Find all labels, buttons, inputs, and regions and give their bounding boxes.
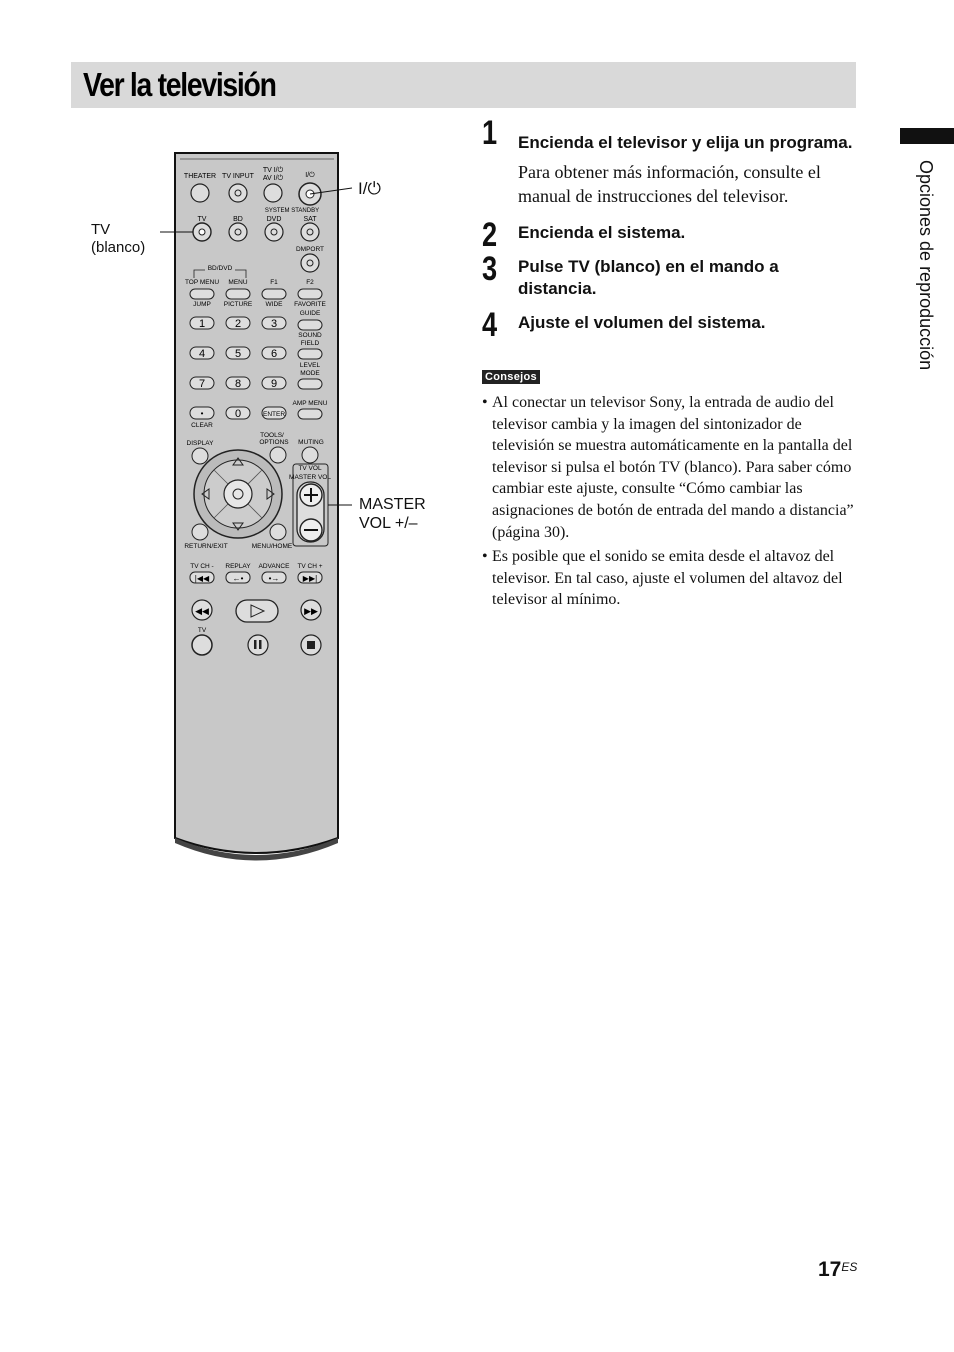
label-wide: WIDE [265,301,283,308]
page-number [818,1258,857,1282]
label-sound: SOUND [298,332,322,339]
label-options: OPTIONS [259,439,289,446]
side-tab-label: Opciones de reproducción [916,160,936,371]
tv-power-small-button[interactable] [192,635,212,655]
label-tv-small: TV [197,627,207,634]
tv-input-button[interactable] [229,184,247,202]
tip-item: • Al conectar un televisor Sony, la entrada de audio del televisor cambia y la imagen del sintonizador de televisión se muestra automáticamente en la pantalla del televisor si pulsa el botón TV (blanco). Para saber cómo cambiar este ajuste, consulte “Cómo cambiar las asignaciones de botón de entrada del mando a distancia” (página 30). [482,392,858,543]
fast-forward-icon: ▶▶ [304,606,318,616]
label-clear: CLEAR [191,422,213,429]
svg-text:7: 7 [198,378,206,390]
label-picture: PICTURE [223,301,253,308]
step-number: 4 [482,306,498,344]
play-button[interactable] [236,600,278,622]
tips-label: Consejos [482,370,540,384]
step-1 [478,114,858,208]
step-body: Para obtener más información, consulte el manual de instrucciones del televisor. [518,162,821,206]
label-dvd: DVD [266,216,282,223]
label-av-power: AV I/⏻ [262,175,284,182]
step-3 [478,250,858,300]
step-number: 1 [482,114,498,152]
sat-button[interactable] [301,223,319,241]
display-button[interactable] [192,448,208,464]
label-bd-dvd: BD/DVD [207,265,233,272]
svg-text:ENTER: ENTER [262,411,286,418]
label-menu-home: MENU/HOME [251,543,293,550]
step-2 [478,216,858,254]
svg-text:2: 2 [234,318,242,330]
step-4 [478,306,858,344]
label-tools: TOOLS/ [260,432,284,439]
label-tv-power: TV I/⏻ [262,167,284,174]
page-number-value: 17 [818,1258,842,1281]
label-sat: SAT [303,216,317,223]
label-bd: BD [233,216,243,223]
level-mode-button[interactable] [298,349,322,359]
menu-button[interactable] [226,289,250,299]
label-display: DISPLAY [186,440,214,447]
amp-menu-button[interactable] [298,409,322,419]
bd-button[interactable] [229,223,247,241]
label-mode: MODE [300,370,320,377]
replay-icon: ←• [232,574,244,583]
label-replay: REPLAY [225,563,251,570]
label-level: LEVEL [299,362,321,369]
label-amp-menu: AMP MENU [292,400,328,407]
label-guide: GUIDE [299,310,321,317]
advance-icon: •→ [268,574,280,583]
svg-text:1: 1 [198,318,206,330]
label-master-vol: MASTER VOL [289,474,331,481]
av-power-button[interactable] [264,184,282,202]
label-muting: MUTING [298,439,324,446]
dvd-button[interactable] [265,223,283,241]
steps [478,114,858,344]
label-theater: THEATER [183,173,217,180]
return-exit-button[interactable] [192,524,208,540]
sound-field-button[interactable] [298,320,322,330]
step-heading: Encienda el televisor y elija un programa. [518,133,853,152]
level-mode-lower-button[interactable] [298,379,322,389]
step-number: 2 [482,216,498,254]
tv-callout-line2: (blanco) [91,239,146,256]
label-f2: F2 [306,279,314,286]
page-number-suffix: ES [841,1260,858,1274]
label-system-standby: SYSTEM STANDBY [264,208,320,214]
select-button[interactable] [224,480,252,508]
label-field: FIELD [300,340,320,347]
tips-list [482,392,858,614]
svg-text:4: 4 [198,348,206,360]
next-icon: ▶▶| [302,574,318,583]
step-heading: Ajuste el volumen del sistema. [518,313,766,332]
f1-button[interactable] [262,289,286,299]
label-top-menu: TOP MENU [184,279,220,286]
master-vol-callout [359,495,426,533]
f2-button[interactable] [298,289,322,299]
svg-text:6: 6 [270,348,278,360]
svg-text:8: 8 [234,378,242,390]
svg-text:3: 3 [270,318,278,330]
label-system-power: I/⏻ [305,172,315,179]
power-callout: I/⏻ [358,179,381,198]
label-menu: MENU [228,279,248,286]
label-tv: TV [197,216,207,223]
label-return-exit: RETURN/EXIT [184,543,228,550]
theater-button[interactable] [191,184,209,202]
pause-icon [254,640,257,649]
tv-callout-line1: TV [91,221,111,238]
tip-item: • Es posible que el sonido se emita desde el altavoz del televisor. En tal caso, ajuste el volumen del altavoz del televisor al mínimo. [482,546,858,611]
tools-options-button[interactable] [270,447,286,463]
muting-button[interactable] [302,447,318,463]
label-dmport: DMPORT [295,246,325,253]
menu-home-button[interactable] [270,524,286,540]
master-vol-line2: VOL +/– [359,515,418,532]
label-advance: ADVANCE [258,563,290,570]
label-tv-ch-plus: TV CH + [297,563,323,570]
label-jump: JUMP [193,301,211,308]
svg-text:9: 9 [270,378,278,390]
svg-text:0: 0 [234,408,242,420]
top-menu-button[interactable] [190,289,214,299]
label-f1: F1 [270,279,278,286]
pause-button[interactable] [248,635,268,655]
label-tv-vol: TV VOL [298,465,322,472]
label-tv-ch-minus: TV CH - [190,563,214,570]
page-title: Ver la televisión [83,66,276,103]
label-favorite: FAVORITE [294,301,326,308]
rewind-icon: ◀◀ [195,606,209,616]
svg-text:•: • [200,409,204,418]
svg-text:5: 5 [234,348,242,360]
label-tv-input: TV INPUT [222,173,254,180]
prev-icon: |◀◀ [194,574,210,583]
stop-icon [307,641,315,649]
step-heading: Encienda el sistema. [518,223,686,242]
step-number: 3 [482,250,498,288]
master-vol-line1: MASTER [359,496,426,513]
tv-callout [91,221,145,257]
step-heading: Pulse TV (blanco) en el mando a distancia. [518,257,779,298]
dmport-button[interactable] [301,254,319,272]
